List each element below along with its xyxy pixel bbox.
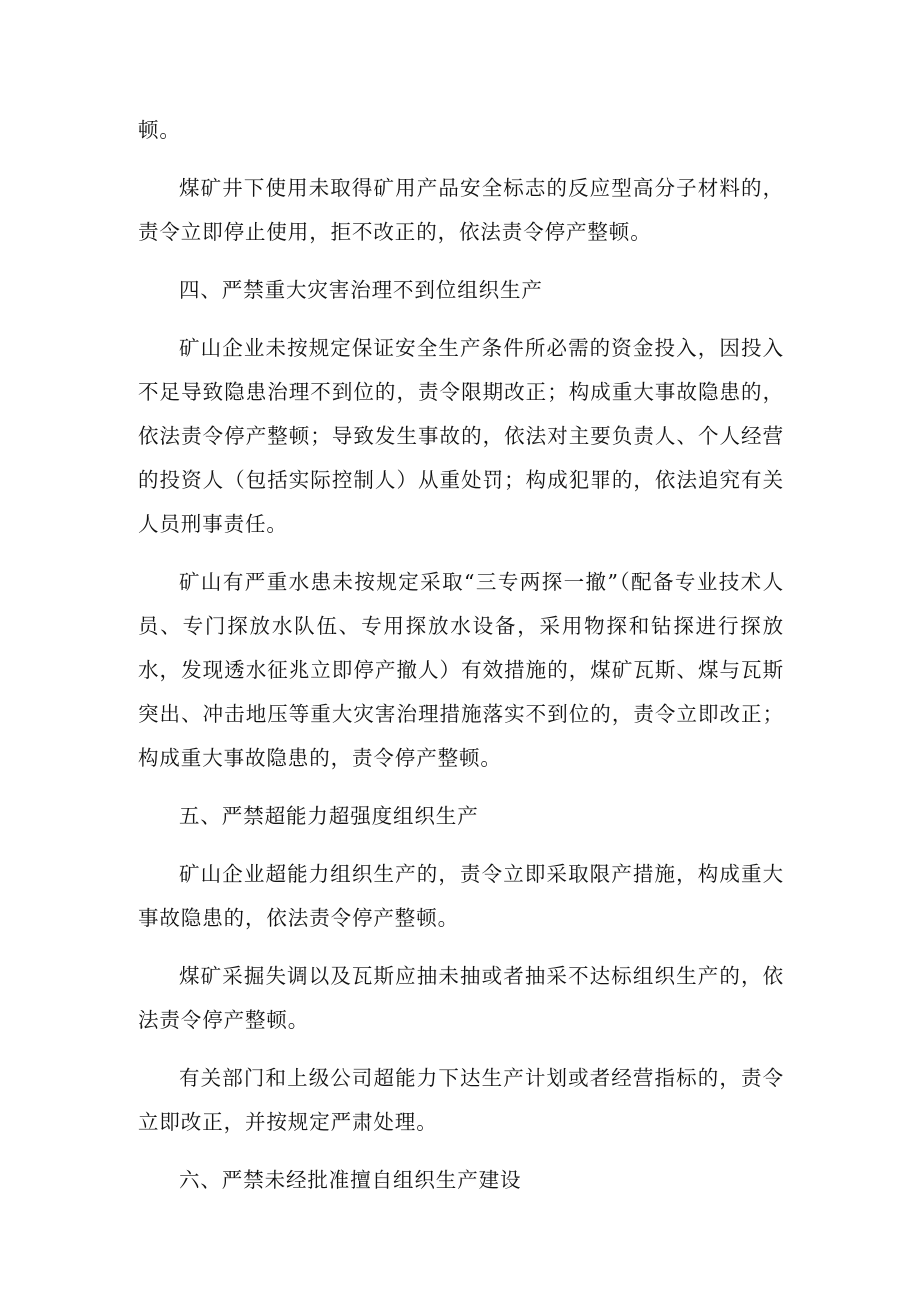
paragraph-polymer-materials: 煤矿井下使用未取得矿用产品安全标志的反应型高分子材料的，责令立即停止使用，拒不改正的，依法责令停产整顿。 [138,176,784,244]
paragraph-continuation: 顿。 [138,118,181,142]
section-heading-6: 六、严禁未经批准擅自组织生产建设 [179,1168,522,1192]
section-heading-5: 五、严禁超能力超强度组织生产 [179,804,479,828]
paragraph-water-hazard: 矿山有严重水患未按规定采取“三专两探一撤”（配备专业技术人员、专门探放水队伍、专用探放水设备，采用物探和钻探进行探放水，发现透水征兆立即停产撤人）有效措施的，煤矿瓦斯、煤与瓦斯突出、冲击地压等重大灾害治理措施落实不到位的，责令立即改正；构成重大事故隐患的，责令停产整顿。 [138,570,784,770]
paragraph-overcapacity: 矿山企业超能力组织生产的，责令立即采取限产措施，构成重大事故隐患的，依法责令停产整顿。 [138,862,784,930]
document-body [138,108,784,1216]
paragraph-funding-investment: 矿山企业未按规定保证安全生产条件所必需的资金投入，因投入不足导致隐患治理不到位的，责令限期改正；构成重大事故隐患的，依法责令停产整顿；导致发生事故的，依法对主要负责人、个人经营的投资人（包括实际控制人）从重处罚；构成犯罪的，依法追究有关人员刑事责任。 [138,336,784,536]
section-heading-4: 四、严禁重大灾害治理不到位组织生产 [179,278,543,302]
paragraph-superior-company: 有关部门和上级公司超能力下达生产计划或者经营指标的，责令立即改正，并按规定严肃处理。 [138,1066,784,1134]
paragraph-mining-imbalance: 煤矿采掘失调以及瓦斯应抽未抽或者抽采不达标组织生产的，依法责令停产整顿。 [138,964,784,1032]
